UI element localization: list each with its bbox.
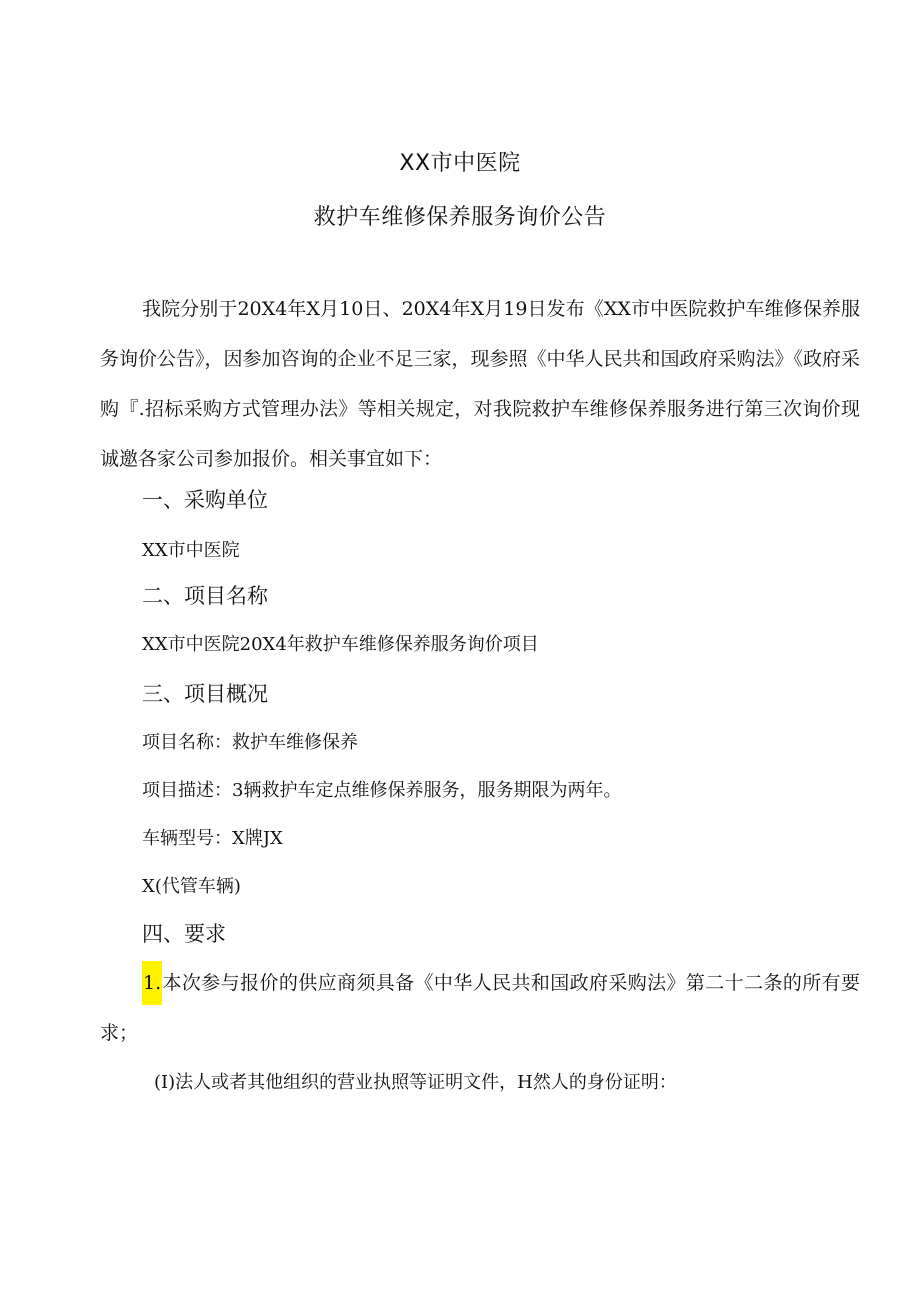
section-heading-purchaser: 一、采购单位 <box>142 488 268 512</box>
section-heading-project-name: 二、项目名称 <box>142 584 268 608</box>
intro-paragraph: 我院分别于20X4年X月10日、20X4年X月19日发布《XX市中医院救护车维修保养服务询价公告》，因参加咨询的企业不足三家，现参照《中华人民共和国政府采购法》《政府采购『.招标采购方式管理办法》等相关规定，对我院救护车维修保养服务进行第三次询价现诚邀各家公司参加报价。相关事宜如下： <box>100 298 861 470</box>
overview-vehicle-model: 车辆型号：X牌JX <box>142 828 283 849</box>
requirement-sub-item-1: (I)法人或者其他组织的营业执照等证明文件，H然人的身份证明： <box>154 1072 677 1093</box>
overview-vehicle-model-continued: X(代管车辆) <box>142 876 241 897</box>
highlighted-item-number: 1. <box>142 961 162 1005</box>
document-title-notice: 救护车维修保养服务询价公告 <box>313 205 607 230</box>
section-heading-overview: 三、项目概况 <box>142 682 268 706</box>
overview-project-description: 项目描述：3辆救护车定点维修保养服务，服务期限为两年。 <box>142 780 622 801</box>
requirement-item-1-text: 本次参与报价的供应商须具备《中华人民共和国政府采购法》第二十二条的所有要求； <box>100 972 860 1044</box>
project-name-text: XX市中医院20X4年救护车维修保养服务询价项目 <box>142 634 539 655</box>
overview-project-name: 项目名称：救护车维修保养 <box>142 732 358 753</box>
section-heading-requirements: 四、要求 <box>142 922 226 946</box>
purchaser-name: XX市中医院 <box>142 540 240 561</box>
requirement-item-1 <box>100 958 860 1058</box>
document-title-hospital: XX市中医院 <box>399 151 521 176</box>
